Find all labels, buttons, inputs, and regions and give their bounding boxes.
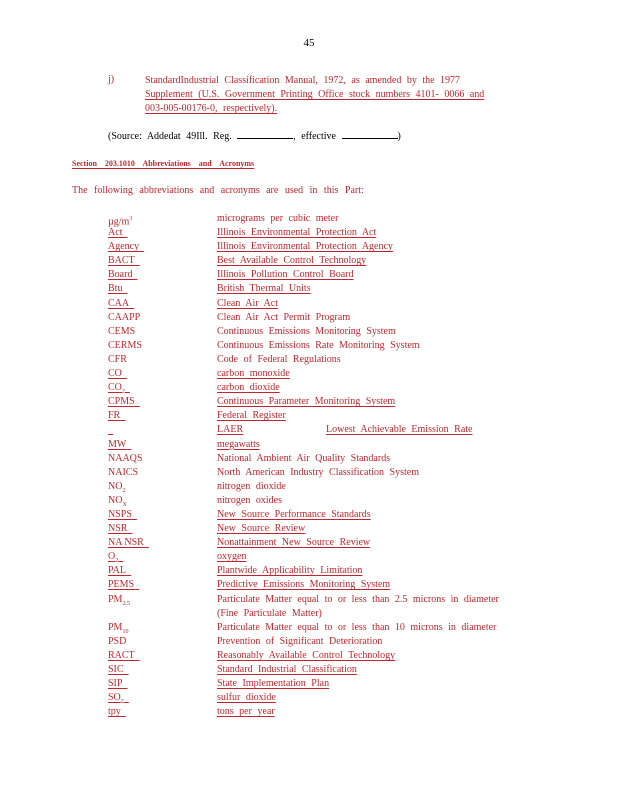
definition: nitrogen oxides <box>217 494 282 506</box>
table-row <box>108 593 528 621</box>
abbreviation: Board <box>108 269 133 281</box>
abbreviation: $NO_X$ <box>108 494 127 508</box>
abbreviations-list <box>108 212 528 719</box>
table-row <box>108 691 528 705</box>
source-note <box>108 129 401 142</box>
table-row <box>108 663 528 677</box>
table-row <box>108 705 528 719</box>
table-row <box>108 480 528 494</box>
definition: oxygen <box>217 551 247 563</box>
abbreviation: CAAPP <box>108 311 141 323</box>
definition: tons per year <box>217 706 275 718</box>
page-number: 45 <box>303 37 315 49</box>
abbreviation: CERMS <box>108 339 142 351</box>
table-row <box>108 621 528 635</box>
table-row <box>108 395 528 409</box>
abbreviation: RACT <box>108 649 135 661</box>
definition: LAER <box>217 424 244 436</box>
item-line-1: StandardIndustrial Classification Manual, 1972, as amended by the 1977 <box>145 75 461 86</box>
definition: State Implementation Plan <box>217 678 330 690</box>
abbreviation: NA NSR <box>108 537 144 549</box>
source-prefix: (Source: Addedat 49Ill. Reg. <box>108 131 232 142</box>
definition: megawatts <box>217 438 260 450</box>
abbreviation: $PM_{10}$ <box>108 621 129 635</box>
abbreviation: SIP <box>108 678 123 690</box>
abbreviation: $\mu g/m^3$ <box>108 216 133 228</box>
table-row <box>108 578 528 592</box>
abbreviation: NSPS <box>108 508 132 520</box>
definition: Illinois Environmental Protection Agency <box>217 241 393 253</box>
table-row <box>108 494 528 508</box>
definition: Clean Air Act Permit Program <box>217 311 351 323</box>
table-row <box>108 212 528 226</box>
definition: Plantwide Applicability Limitation <box>217 565 363 577</box>
table-row <box>108 423 528 437</box>
definition: Best Available Control Technology <box>217 255 367 267</box>
abbreviation: FR <box>108 410 121 422</box>
abbreviation: CO <box>108 368 122 380</box>
blank-line <box>342 129 398 139</box>
table-row <box>108 452 528 466</box>
abbreviation: PEMS <box>108 579 135 591</box>
list-item-text <box>145 74 530 116</box>
table-row <box>108 466 528 480</box>
definition: New Source Review <box>217 523 306 535</box>
table-row <box>108 438 528 452</box>
table-row <box>108 353 528 367</box>
table-row <box>108 311 528 325</box>
table-row <box>108 522 528 536</box>
table-row <box>108 677 528 691</box>
abbreviation: Btu <box>108 283 123 295</box>
section-heading: Section 203.1010 Abbreviations and Acronyms <box>72 159 255 168</box>
table-row <box>108 226 528 240</box>
abbreviation: NSR <box>108 523 128 535</box>
list-item-label: j) <box>108 74 115 85</box>
abbreviation: CFR <box>108 353 127 365</box>
table-row <box>108 536 528 550</box>
abbreviation: CAA <box>108 297 130 309</box>
abbreviation: $O_2$ <box>108 551 119 565</box>
abbreviation: $CO_2$ <box>108 382 125 396</box>
definition: Standard Industrial Classification <box>217 664 357 675</box>
definition: North American Industry Classification System <box>217 466 419 478</box>
table-row <box>108 550 528 564</box>
definition: Clean Air Act <box>217 297 278 309</box>
table-row <box>108 649 528 663</box>
definition: National Ambient Air Quality Standards <box>217 452 391 464</box>
definition: Code of Federal Regulations <box>217 353 341 365</box>
abbreviation: Agency <box>108 241 140 253</box>
definition: carbon monoxide <box>217 368 290 380</box>
table-row <box>108 282 528 296</box>
abbreviation: Act <box>108 227 123 239</box>
definition: micrograms per cubic meter <box>217 213 339 224</box>
item-line-2: Supplement (U.S. Government Printing Office stock numbers 4101- 0066 and <box>145 89 485 100</box>
source-suffix: ) <box>397 131 401 142</box>
intro-text: The following abbreviations and acronyms are used in this Part: <box>72 185 364 196</box>
abbreviation: CEMS <box>108 325 136 337</box>
abbreviation: CPMS <box>108 396 135 408</box>
definition: Federal Register <box>217 410 286 422</box>
definition: New Source Performance Standards <box>217 508 371 520</box>
abbreviation <box>108 423 113 437</box>
definition: Particulate Matter equal to or less than 10 microns in diameter <box>217 621 497 633</box>
definition: Continuous Emissions Rate Monitoring System <box>217 339 420 351</box>
table-row <box>108 325 528 339</box>
abbreviation: $PM_{2.5}$ <box>108 593 130 607</box>
definition: Predictive Emissions Monitoring System <box>217 579 391 591</box>
abbreviation: $NO_2$ <box>108 480 126 494</box>
abbreviation: PSD <box>108 635 127 647</box>
source-middle: , effective <box>293 131 336 142</box>
table-row <box>108 564 528 578</box>
definition: Illinois Pollution Control Board <box>217 269 354 281</box>
definition: carbon dioxide <box>217 382 280 394</box>
definition: British Thermal Units <box>217 283 311 295</box>
definition: Continuous Parameter Monitoring System <box>217 396 396 408</box>
table-row <box>108 508 528 522</box>
abbreviation: MW <box>108 438 127 450</box>
table-row <box>108 635 528 649</box>
abbreviation: PAL <box>108 565 126 577</box>
abbreviation: NAICS <box>108 466 139 478</box>
definition: sulfur dioxide <box>217 692 276 704</box>
table-row <box>108 381 528 395</box>
definition: Prevention of Significant Deterioration <box>217 635 383 647</box>
table-row <box>108 240 528 254</box>
blank-line <box>237 129 293 139</box>
item-line-3: 003-005-00176-0, respectively). <box>145 103 278 114</box>
definition: Lowest Achievable Emission Rate <box>326 424 473 436</box>
abbreviation: tpy <box>108 706 121 718</box>
definition: Continuous Emissions Monitoring System <box>217 325 396 337</box>
table-row <box>108 297 528 311</box>
table-row <box>108 339 528 353</box>
abbreviation: SIC <box>108 664 124 675</box>
table-row <box>108 409 528 423</box>
table-row <box>108 268 528 282</box>
abbreviation: $SO_2$ <box>108 692 124 706</box>
definition: Particulate Matter equal to or less than 2.5 microns in diameter (Fine Particulate Matter) <box>217 593 499 619</box>
table-row <box>108 367 528 381</box>
definition: Illinois Environmental Protection Act <box>217 227 377 239</box>
abbreviation: BACT <box>108 255 135 267</box>
table-row <box>108 254 528 268</box>
definition: nitrogen dioxide <box>217 480 286 492</box>
abbreviation: NAAQS <box>108 452 143 464</box>
definition: Reasonably Available Control Technology <box>217 649 396 661</box>
definition: Nonattainment New Source Review <box>217 537 371 549</box>
